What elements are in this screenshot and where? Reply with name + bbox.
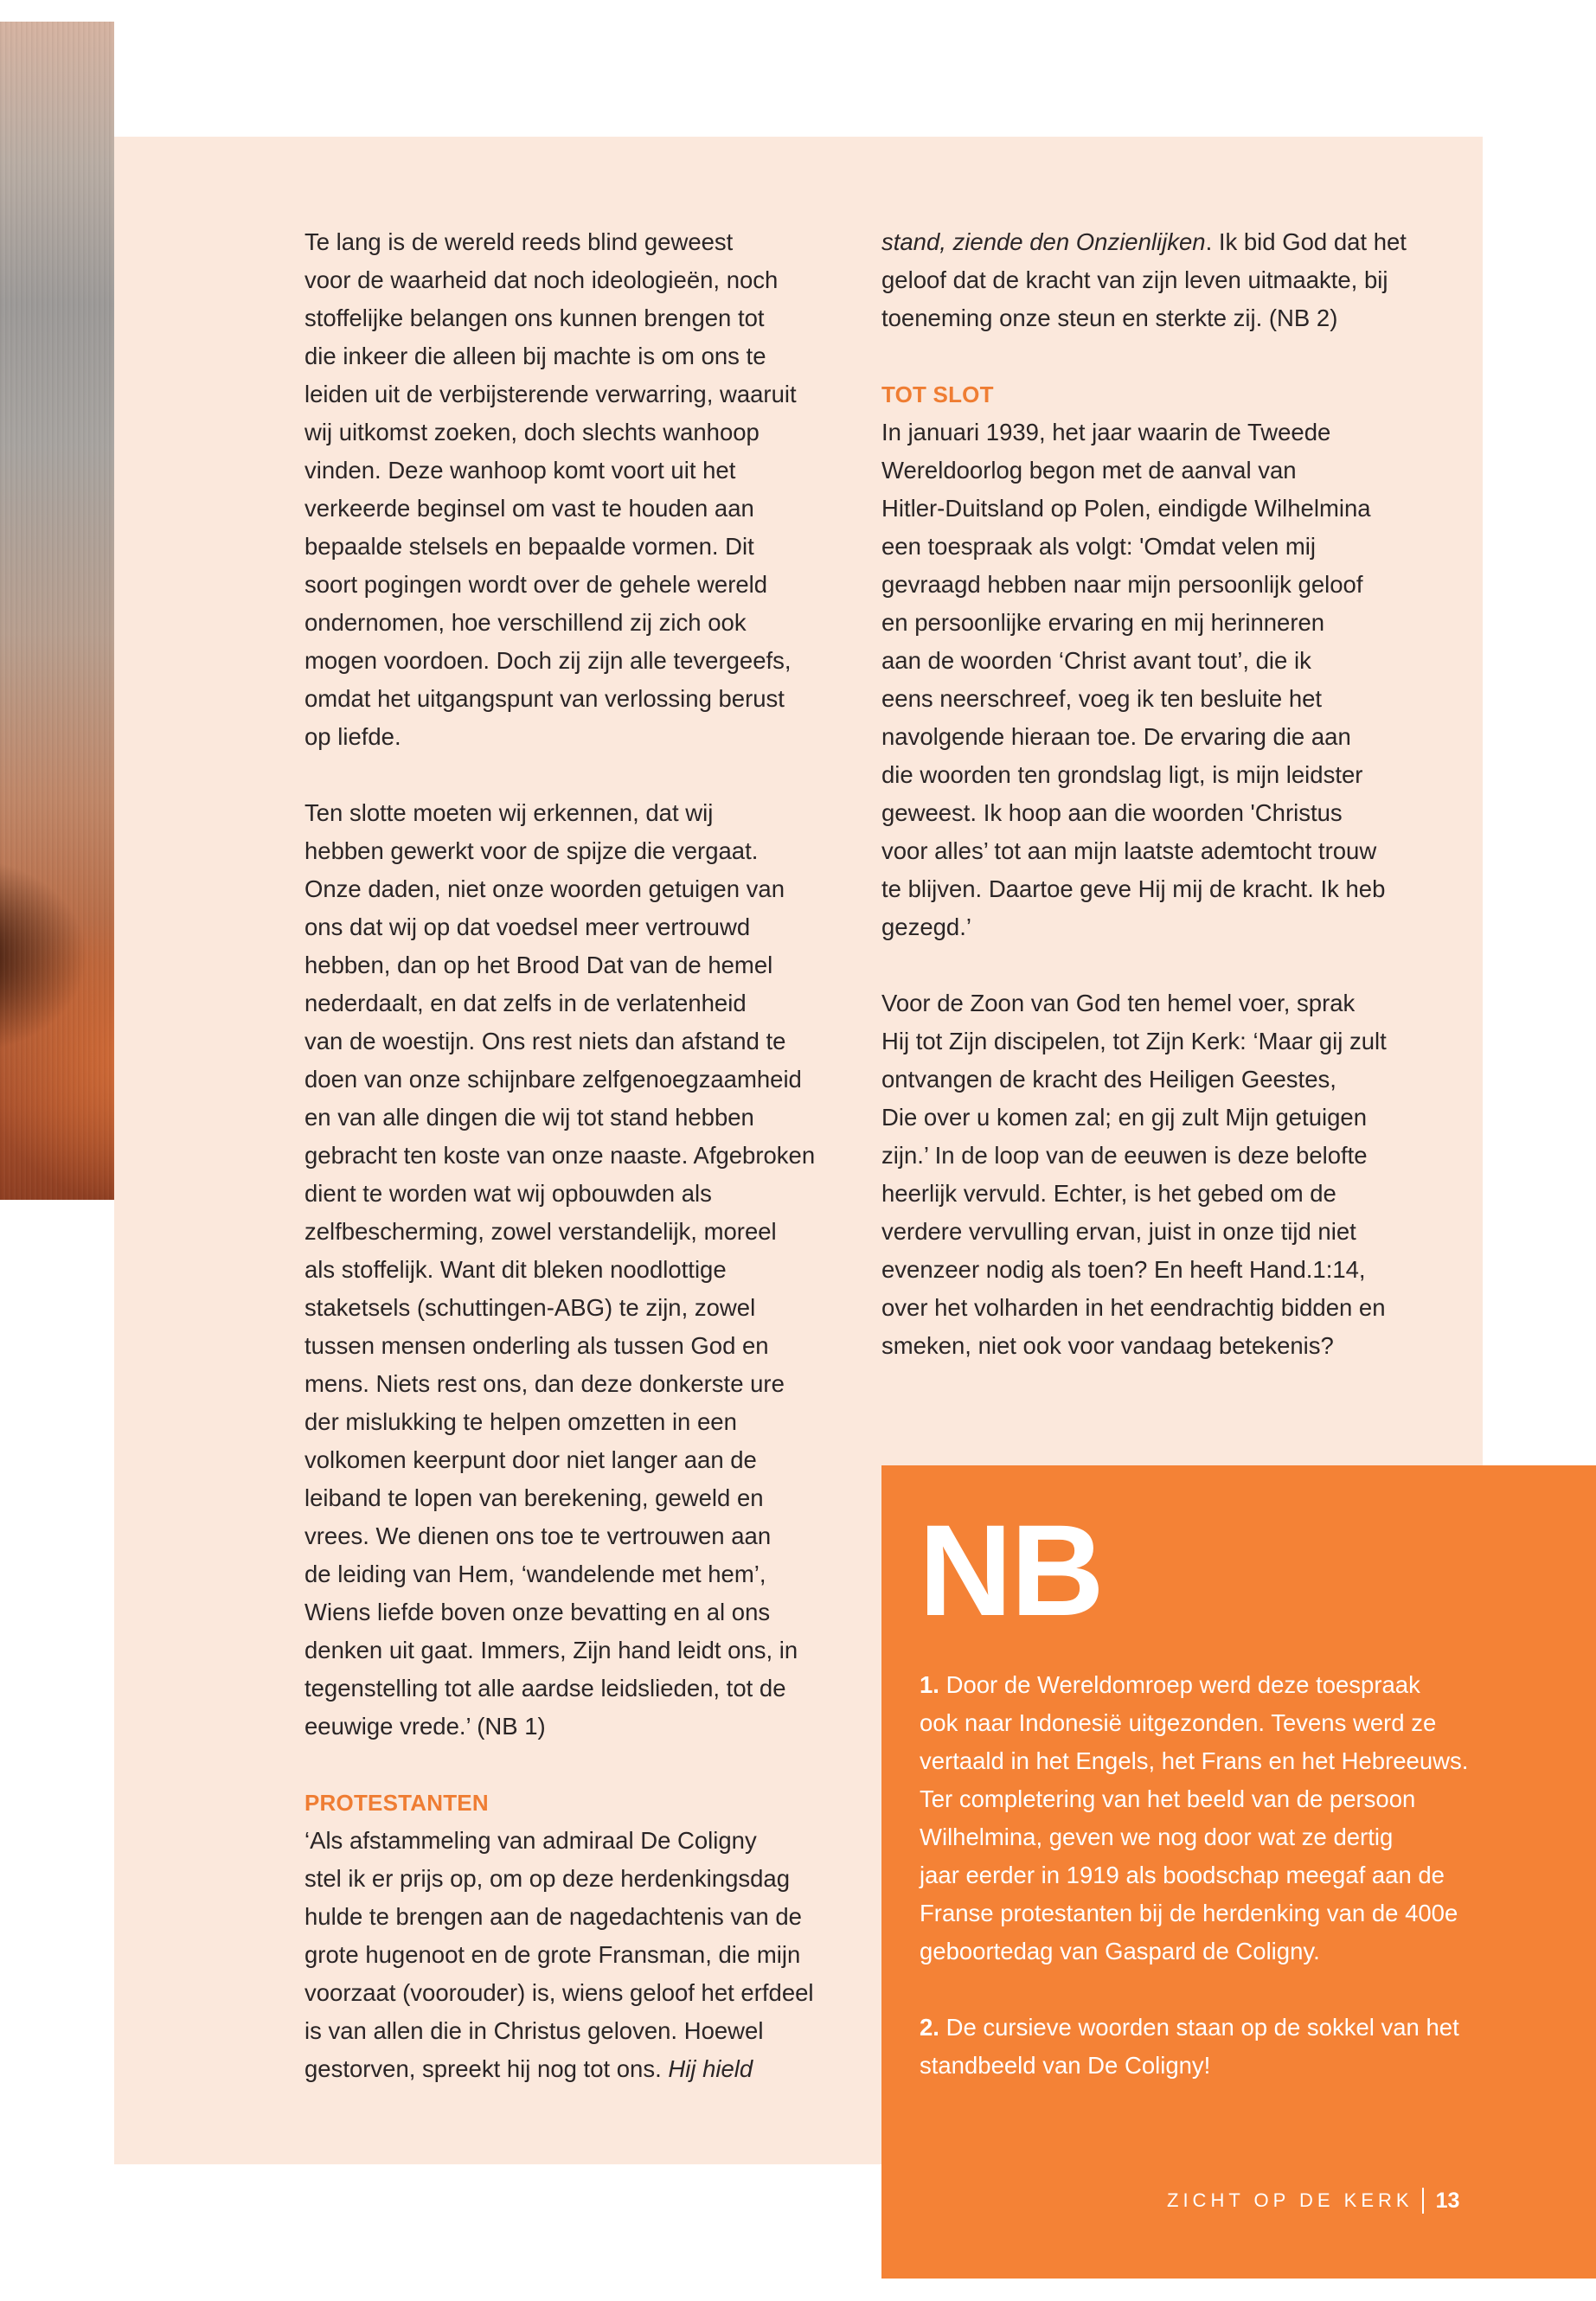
footnote-1: 1. Door de Wereldomroep werd deze toespraak ook naar Indonesië uitgezonden. Tevens werd ze vertaald in het Engels, het Frans en het Hebreeuws. Ter completering van het beeld van de persoon Wilhelmina, geven we nog door wat ze dertig jaar eerder in 1919 als boodschap meegaf aan de Franse protestanten bij de herdenking van de 400e geboortedag van Gaspard de Coligny.: [920, 1671, 1469, 1965]
paragraph: Voor de Zoon van God ten hemel voer, sprak Hij tot Zijn discipelen, tot Zijn Kerk: ‘Maar gij zult ontvangen de kracht des Heiligen Geestes, Die over u komen zal; en gij zult Mijn getuigen zijn.’ In de loop van de eeuwen is deze belofte heerlijk vervuld. Echter, is het gebed om de verdere vervulling ervan, juist in onze tijd niet evenzeer nodig als toen? En heeft Hand.1:14, over het volharden in het eendrachtig bidden en smeken, niet ook voor vandaag betekenis?: [881, 990, 1387, 1359]
footnote-number: 2.: [920, 2014, 939, 2041]
section-heading-tot-slot: TOT SLOT: [881, 381, 994, 407]
footnote-2: 2. De cursieve woorden staan op de sokkel van het standbeeld van De Coligny!: [920, 2014, 1459, 2079]
photo-strip: [0, 22, 114, 1200]
page-footer: [1167, 2183, 1459, 2218]
nb-title: NB: [919, 1497, 1103, 1643]
magazine-name: ZICHT OP DE KERK: [1167, 2189, 1413, 2211]
italic-quote: stand, ziende den Onzienlijken: [881, 228, 1206, 255]
paragraph: Ten slotte moeten wij erkennen, dat wij hebben gewerkt voor de spijze die vergaat. Onze daden, niet onze woorden getuigen van ons dat wij op dat voedsel meer vertrouwd hebben, dan op het Brood Dat van de hemel nederdaalt, en dat zelfs in de verlatenheid van de woestijn. Ons rest niets dan afstand te doen van onze schijnbare zelfgenoegzaamheid en van alle dingen die wij tot stand hebben gebracht ten koste van onze naaste. Afgebroken dient te worden wat wij opbouwden als zelfbescherming, zowel verstandelijk, moreel als stoffelijk. Want dit bleken noodlottige staketsels (schuttingen-ABG) te zijn, zowel tussen mensen onderling als tussen God en mens. Niets rest ons, dan deze donkerste ure der mislukking te helpen omzetten in een volkomen keerpunt door niet langer aan de leiband te lopen van berekening, geweld en vrees. We dienen ons toe te vertrouwen aan de leiding van Hem, ‘wandelende met hem’, Wiens liefde boven onze bevatting en al ons denken uit gaat. Immers, Zijn hand leidt ons, in tegenstelling tot alle aardse leidslieden, tot de eeuwige vrede.’ (NB 1): [304, 799, 816, 1740]
italic-quote: Hij hield: [668, 2055, 753, 2082]
section-heading-protestanten: PROTESTANTEN: [304, 1790, 489, 1816]
footer-divider: [1422, 2188, 1424, 2214]
right-column: [881, 223, 1435, 1365]
nb-notes: [920, 1666, 1577, 2085]
page-number: 13: [1435, 2188, 1460, 2213]
paragraph: stand, ziende den Onzienlijken. Ik bid God dat het geloof dat de kracht van zijn leven uitmaakte, bij toeneming onze steun en sterkte zij. (NB 2): [881, 228, 1407, 331]
paragraph: ‘Als afstammeling van admiraal De Coligny stel ik er prijs op, om op deze herdenkingsdag hulde te brengen aan de nagedachtenis van de grote hugenoot en de grote Fransman, die mijn voorzaat (voorouder) is, wiens geloof het erfdeel is van allen die in Christus geloven. Hoewel gestorven, spreekt hij nog tot ons. Hij hield: [304, 1827, 814, 2082]
paragraph: In januari 1939, het jaar waarin de Tweede Wereldoorlog begon met de aanval van Hitler-Duitsland op Polen, eindigde Wilhelmina een toespraak als volgt: 'Omdat velen mij gevraagd hebben naar mijn persoonlijk geloof en persoonlijke ervaring en mij herinneren aan de woorden ‘Christ avant tout’, die ik eens neerschreef, voeg ik ten besluite het navolgende hieraan toe. De ervaring die aan die woorden ten grondslag ligt, is mijn leidster geweest. Ik hoop aan die woorden 'Christus voor alles’ tot aan mijn laatste ademtocht trouw te blijven. Daartoe geve Hij mij de kracht. Ik heb gezegd.’: [881, 419, 1386, 940]
footnote-number: 1.: [920, 1671, 939, 1698]
paragraph: Te lang is de wereld reeds blind geweest voor de waarheid dat noch ideologieën, noch stoffelijke belangen ons kunnen brengen tot die inkeer die alleen bij machte is om ons te leiden uit de verbijsterende verwarring, waaruit wij uitkomst zoeken, doch slechts wanhoop vinden. Deze wanhoop komt voort uit het verkeerde beginsel om vast te houden aan bepaalde stelsels en bepaalde vormen. Dit soort pogingen wordt over de gehele wereld ondernomen, hoe verschillend zij zich ook mogen voordoen. Doch zij zijn alle tevergeefs, omdat het uitgangspunt van verlossing berust op liefde.: [304, 228, 797, 750]
left-column: [304, 223, 839, 2088]
